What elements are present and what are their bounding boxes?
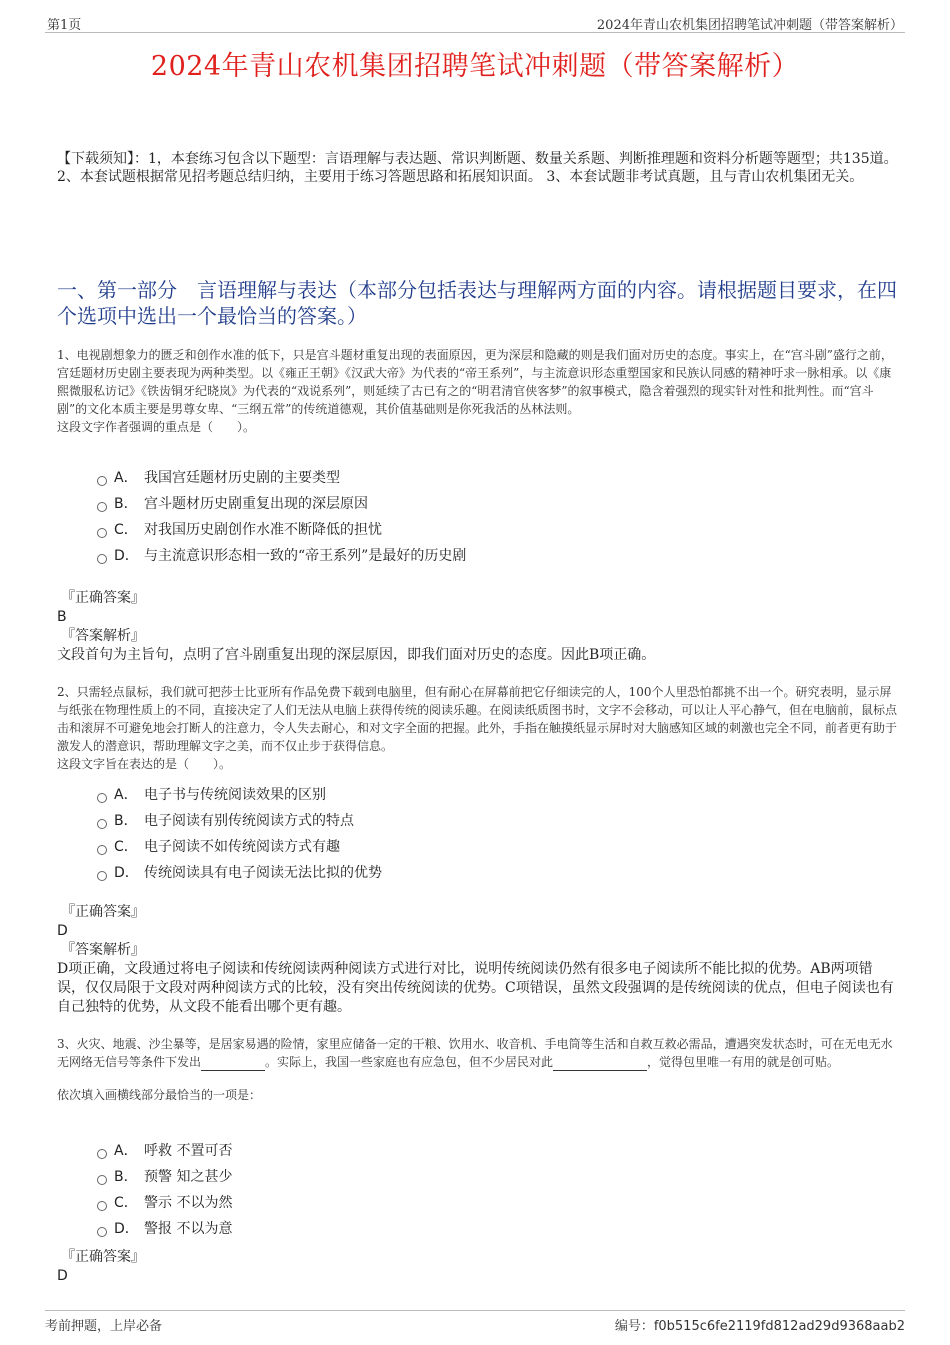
option-a[interactable]: A． 呼救 不置可否 xyxy=(97,1138,232,1164)
question-1-answer xyxy=(57,589,897,665)
option-b[interactable]: B． 宫斗题材历史剧重复出现的深层原因 xyxy=(97,491,466,517)
question-2-options xyxy=(97,782,382,886)
header-doc-title: 2024年青山农机集团招聘笔试冲刺题（带答案解析） xyxy=(596,18,903,33)
question-ask: 依次填入画横线部分最恰当的一项是： xyxy=(57,1088,262,1102)
explanation-label: 『答案解析』 xyxy=(61,628,145,644)
correct-answer: D xyxy=(57,1268,68,1284)
option-c[interactable]: C． 电子阅读不如传统阅读方式有趣 xyxy=(97,834,382,860)
option-c[interactable]: C． 警示 不以为然 xyxy=(97,1190,232,1216)
question-stem: 3、火灾、地震、沙尘暴等，是居家易遇的险情，家里应储备一定的干粮、饮用水、收音机、手电筒等生活和自救互救必需品，遭遇突发状态时，可在无电无水无网络无信号等条件下发出 。实际上，我国一些家庭也有应急包，但不少居民对此 ，觉得包里唯一有用的就是创可贴。 xyxy=(57,1037,893,1069)
document-code: 编号：f0b515c6fe2119fd812ad29d9368aab2 xyxy=(614,1319,905,1334)
fill-blank-1[interactable] xyxy=(201,1056,265,1071)
question-ask: 这段文字旨在表达的是（ ）。 xyxy=(57,757,232,771)
question-2-answer xyxy=(57,903,897,1017)
explanation: 文段首句为主旨句，点明了宫斗剧重复出现的深层原因，即我们面对历史的态度。因此B项正确。 xyxy=(57,647,656,663)
radio-icon[interactable] xyxy=(97,1149,107,1159)
question-2 xyxy=(57,683,899,773)
radio-icon[interactable] xyxy=(97,1201,107,1211)
option-b[interactable]: B． 电子阅读有别传统阅读方式的特点 xyxy=(97,808,382,834)
question-ask: 这段文字作者强调的重点是（ ）。 xyxy=(57,420,256,434)
section-heading: 一、第一部分 言语理解与表达（本部分包括表达与理解两方面的内容。请根据题目要求，在四个选项中选出一个最恰当的答案。） xyxy=(57,278,897,328)
radio-icon[interactable] xyxy=(97,871,107,881)
footer-slogan: 考前押题，上岸必备 xyxy=(45,1319,163,1334)
download-notice: 【下载须知】：1，本套练习包含以下题型：言语理解与表达题、常识判断题、数量关系题、判断推理题和资料分析题等题型；共135道。 2、本套试题根据常见招考题总结归纳，主要用于练习答题思路和拓展知识面。 3、本套试题非考试真题，且与青山农机集团无关。 xyxy=(57,151,898,185)
option-c[interactable]: C． 对我国历史剧创作水准不断降低的担忧 xyxy=(97,517,466,543)
radio-icon[interactable] xyxy=(97,502,107,512)
radio-icon[interactable] xyxy=(97,528,107,538)
radio-icon[interactable] xyxy=(97,1175,107,1185)
page-footer xyxy=(45,1310,905,1334)
radio-icon[interactable] xyxy=(97,476,107,486)
option-d[interactable]: D． 传统阅读具有电子阅读无法比拟的优势 xyxy=(97,860,382,886)
option-a[interactable]: A． 电子书与传统阅读效果的区别 xyxy=(97,782,382,808)
correct-answer-label: 『正确答案』 xyxy=(61,904,145,920)
option-b[interactable]: B． 预警 知之甚少 xyxy=(97,1164,232,1190)
option-d[interactable]: D． 与主流意识形态相一致的“帝王系列”是最好的历史剧 xyxy=(97,543,466,569)
correct-answer: B xyxy=(57,609,67,625)
radio-icon[interactable] xyxy=(97,819,107,829)
question-1-options xyxy=(97,465,466,569)
document-title: 2024年青山农机集团招聘笔试冲刺题（带答案解析） xyxy=(150,51,800,82)
explanation: D项正确，文段通过将电子阅读和传统阅读两种阅读方式进行对比，说明传统阅读仍然有很多电子阅读所不能比拟的优势。AB两项错误，仅仅局限于文段对两种阅读方式的比较，没有突出传统阅读的优势。C项错误，虽然文段强调的是传统阅读的优点，但电子阅读也有自己独特的优势，从文段不能看出哪个更有趣。 xyxy=(57,961,894,1015)
page-header xyxy=(45,12,905,33)
question-stem: 2、只需轻点鼠标，我们就可把莎士比亚所有作品免费下载到电脑里，但有耐心在屏幕前把它仔细读完的人，100个人里恐怕都挑不出一个。研究表明，显示屏与纸张在物理性质上的不同，直接决定了人们无法从电脑上获得传统的阅读乐趣。在阅读纸质图书时，文字不会移动，可以让人平心静气，但在电脑前，鼠标点击和滚屏不可避免地会打断人的注意力，令人失去耐心，和对文字全面的把握。此外，手指在触摸纸显示屏时对大脑感知区域的刺激也完全不同，前者更有助于激发人的潜意识，帮助理解文字之美，而不仅止步于获得信息。 xyxy=(57,685,898,753)
question-3 xyxy=(57,1035,899,1104)
question-1 xyxy=(57,346,899,436)
question-3-options xyxy=(97,1138,232,1242)
question-stem: 1、电视剧想象力的匮乏和创作水准的低下，只是宫斗题材重复出现的表面原因，更为深层和隐藏的则是我们面对历史的态度。事实上，在“宫斗剧”盛行之前，宫廷题材历史剧主要表现为两种类型。以《雍正王朝》《汉武大帝》为代表的“帝王系列”，与主流意识形态重塑国家和民族认同感的精神吁求一脉相承。以《康熙微服私访记》《铁齿铜牙纪晓岚》为代表的“戏说系列”，则延续了古已有之的“明君清官侠客梦”的叙事模式，隐含着强烈的现实针对性和批判性。而“宫斗剧”的文化本质主要是男尊女卑、“三纲五常”的传统道德观，其价值基础则是你死我活的丛林法则。 xyxy=(57,348,893,416)
correct-answer: D xyxy=(57,923,68,939)
radio-icon[interactable] xyxy=(97,845,107,855)
radio-icon[interactable] xyxy=(97,793,107,803)
radio-icon[interactable] xyxy=(97,554,107,564)
radio-icon[interactable] xyxy=(97,1227,107,1237)
option-a[interactable]: A． 我国宫廷题材历史剧的主要类型 xyxy=(97,465,466,491)
explanation-label: 『答案解析』 xyxy=(61,942,145,958)
option-d[interactable]: D． 警报 不以为意 xyxy=(97,1216,232,1242)
page-number: 第1页 xyxy=(47,18,82,33)
correct-answer-label: 『正确答案』 xyxy=(61,1249,145,1265)
fill-blank-2[interactable] xyxy=(553,1056,647,1071)
question-3-answer xyxy=(57,1248,897,1286)
correct-answer-label: 『正确答案』 xyxy=(61,590,145,606)
